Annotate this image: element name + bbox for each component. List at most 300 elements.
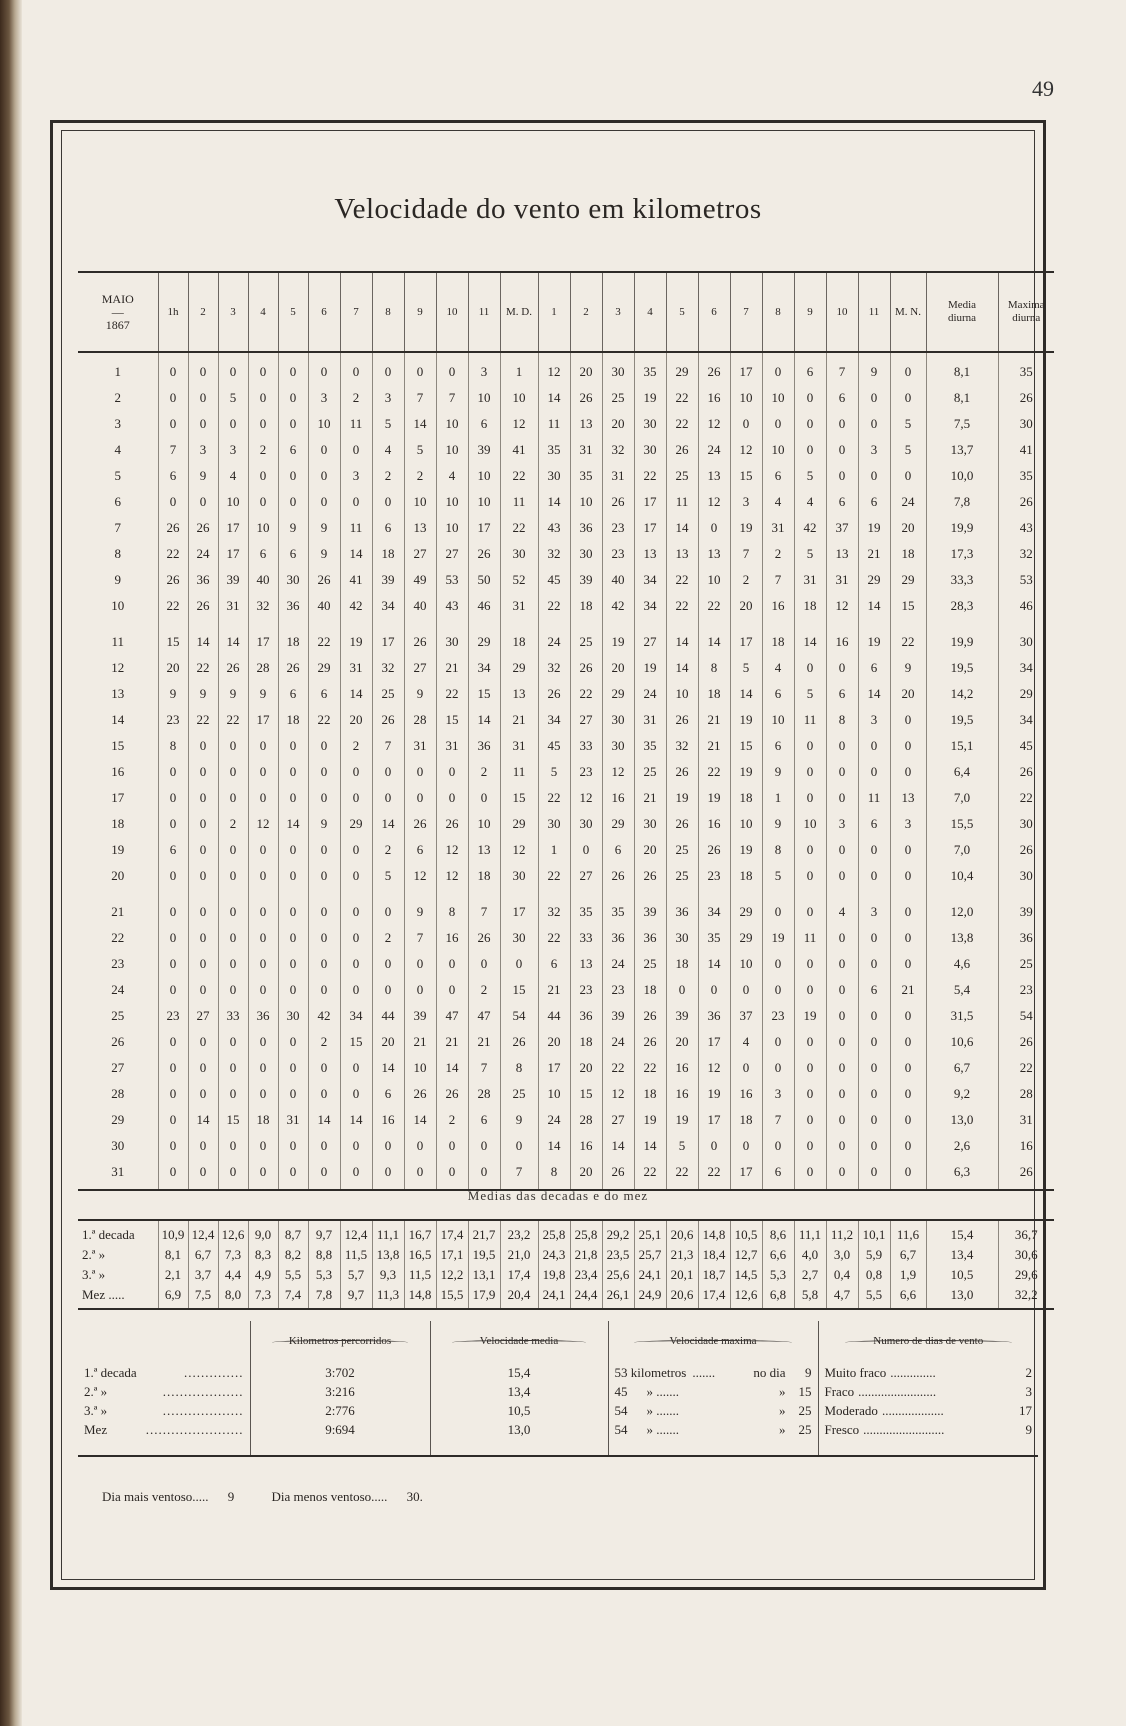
hour-value-cell: 17 xyxy=(634,489,666,515)
numero-dias-list xyxy=(819,1363,1039,1439)
hour-value-cell: 30 xyxy=(602,733,634,759)
hour-value-cell: 27 xyxy=(404,541,436,567)
hour-value-cell: 35 xyxy=(634,352,666,385)
mean-value-cell: 13,8 xyxy=(372,1245,404,1265)
hour-value-cell: 30 xyxy=(634,437,666,463)
hour-value-cell: 0 xyxy=(278,411,308,437)
hour-value-cell: 0 xyxy=(218,411,248,437)
hour-value-cell: 0 xyxy=(278,385,308,411)
hour-value-cell: 0 xyxy=(762,1055,794,1081)
hour-value-cell: 18 xyxy=(634,1081,666,1107)
mean-value-cell: 17,4 xyxy=(698,1285,730,1309)
hour-value-cell: 22 xyxy=(500,463,538,489)
hour-value-cell: 34 xyxy=(340,1003,372,1029)
maxima-diurna-cell: 22 xyxy=(998,1055,1054,1081)
hour-value-cell: 12 xyxy=(500,837,538,863)
mean-value-cell: 20,6 xyxy=(666,1285,698,1309)
hour-value-cell: 2 xyxy=(372,837,404,863)
dia-mais-ventoso-value: 9 xyxy=(227,1489,235,1504)
hour-value-cell: 29 xyxy=(858,567,890,593)
maxima-diurna-cell: 39 xyxy=(998,889,1054,925)
hour-value-cell: 34 xyxy=(698,889,730,925)
hour-value-cell: 0 xyxy=(730,1055,762,1081)
hour-value-cell: 26 xyxy=(634,863,666,889)
hour-value-cell: 2 xyxy=(372,925,404,951)
nd-line xyxy=(819,1363,1039,1382)
md-header: M. D. xyxy=(500,272,538,352)
hour-value-cell: 0 xyxy=(890,352,926,385)
table-row xyxy=(78,977,1054,1003)
hour-value-cell: 18 xyxy=(794,593,826,619)
hour-value-cell: 0 xyxy=(890,1159,926,1190)
hour-value-cell: 0 xyxy=(248,889,278,925)
hour-value-cell: 39 xyxy=(404,1003,436,1029)
mean-value-cell: 16,7 xyxy=(404,1220,436,1245)
hour-value-cell: 0 xyxy=(188,889,218,925)
hour-value-cell: 27 xyxy=(436,541,468,567)
hour-value-cell: 26 xyxy=(666,437,698,463)
hour-value-cell: 16 xyxy=(730,1081,762,1107)
media-diurna-cell: 8,1 xyxy=(926,385,998,411)
hour-value-cell: 27 xyxy=(634,619,666,655)
hour-value-cell: 0 xyxy=(278,1133,308,1159)
hour-value-cell: 14 xyxy=(340,1107,372,1133)
maxima-diurna-cell: 54 xyxy=(998,1003,1054,1029)
hour-value-cell: 0 xyxy=(188,733,218,759)
hour-value-cell: 6 xyxy=(858,977,890,1003)
hour-pm-header: 1 xyxy=(538,272,570,352)
hour-value-cell: 2 xyxy=(340,385,372,411)
mean-value-cell: 19,5 xyxy=(468,1245,500,1265)
day-cell: 28 xyxy=(111,1086,125,1101)
hour-value-cell: 0 xyxy=(278,352,308,385)
hour-value-cell: 0 xyxy=(794,977,826,1003)
hour-value-cell: 0 xyxy=(218,1055,248,1081)
mean-value-cell: 21,8 xyxy=(570,1245,602,1265)
hour-value-cell: 0 xyxy=(762,411,794,437)
mean-value-cell: 14,8 xyxy=(404,1285,436,1309)
day-cell: 18 xyxy=(111,816,125,831)
hour-value-cell: 10 xyxy=(404,489,436,515)
hour-value-cell: 21 xyxy=(538,977,570,1003)
mean-value-cell: 11,2 xyxy=(826,1220,858,1245)
day-cell: 22 xyxy=(111,930,125,945)
hour-value-cell: 2 xyxy=(372,463,404,489)
hour-value-cell: 12 xyxy=(730,437,762,463)
hour-value-cell: 34 xyxy=(468,655,500,681)
hour-value-cell: 35 xyxy=(698,925,730,951)
hour-value-cell: 21 xyxy=(436,655,468,681)
hour-value-cell: 21 xyxy=(468,1029,500,1055)
hour-value-cell: 6 xyxy=(278,541,308,567)
hour-value-cell: 26 xyxy=(634,1003,666,1029)
hour-value-cell: 3 xyxy=(340,463,372,489)
maxima-diurna-cell: 34 xyxy=(998,707,1054,733)
hour-value-cell: 45 xyxy=(538,567,570,593)
hour-value-cell: 0 xyxy=(188,1133,218,1159)
hour-value-cell: 14 xyxy=(404,411,436,437)
hour-value-cell: 0 xyxy=(218,759,248,785)
hour-value-cell: 0 xyxy=(278,1081,308,1107)
hour-value-cell: 19 xyxy=(794,1003,826,1029)
hour-value-cell: 0 xyxy=(500,951,538,977)
hour-value-cell: 39 xyxy=(570,567,602,593)
hour-value-cell: 19 xyxy=(730,707,762,733)
hour-value-cell: 18 xyxy=(278,707,308,733)
hour-value-cell: 0 xyxy=(308,463,340,489)
hour-value-cell: 0 xyxy=(436,1133,468,1159)
hour-value-cell: 0 xyxy=(890,925,926,951)
hour-value-cell: 0 xyxy=(278,759,308,785)
day-cell: 23 xyxy=(111,956,125,971)
hour-value-cell: 25 xyxy=(634,759,666,785)
hour-value-cell: 22 xyxy=(602,1055,634,1081)
hour-value-cell: 2 xyxy=(404,463,436,489)
hour-value-cell: 6 xyxy=(762,681,794,707)
hour-am-header: 10 xyxy=(436,272,468,352)
hour-value-cell: 23 xyxy=(570,977,602,1003)
hour-value-cell: 42 xyxy=(308,1003,340,1029)
hour-value-cell: 0 xyxy=(248,411,278,437)
maxima-diurna-cell: 16 xyxy=(998,1133,1054,1159)
mean-value-cell: 21,7 xyxy=(468,1220,500,1245)
hour-am-header: 11 xyxy=(468,272,500,352)
hour-value-cell: 0 xyxy=(278,837,308,863)
day-cell: 26 xyxy=(111,1034,125,1049)
hour-value-cell: 16 xyxy=(372,1107,404,1133)
hour-value-cell: 0 xyxy=(248,1159,278,1190)
means-table xyxy=(78,1219,1054,1310)
hour-value-cell: 7 xyxy=(372,733,404,759)
mean-value-cell: 17,9 xyxy=(468,1285,500,1309)
hour-value-cell: 0 xyxy=(826,411,858,437)
hour-value-cell: 22 xyxy=(538,785,570,811)
hour-value-cell: 20 xyxy=(890,681,926,707)
hour-value-cell: 6 xyxy=(762,463,794,489)
vmax-line xyxy=(609,1382,818,1401)
media-diurna-cell: 14,2 xyxy=(926,681,998,707)
hour-value-cell: 22 xyxy=(698,593,730,619)
hour-value-cell: 11 xyxy=(794,707,826,733)
hour-value-cell: 14 xyxy=(666,655,698,681)
hour-value-cell: 6 xyxy=(468,411,500,437)
hour-value-cell: 7 xyxy=(404,925,436,951)
day-cell: 8 xyxy=(114,546,121,561)
hour-pm-header: 9 xyxy=(794,272,826,352)
hour-value-cell: 27 xyxy=(570,863,602,889)
hour-value-cell: 26 xyxy=(500,1029,538,1055)
hour-value-cell: 0 xyxy=(858,951,890,977)
nd-line xyxy=(819,1420,1039,1439)
maxima-diurna-cell: 22 xyxy=(998,785,1054,811)
hour-value-cell: 26 xyxy=(468,541,500,567)
hour-value-cell: 30 xyxy=(634,411,666,437)
hour-value-cell: 0 xyxy=(826,1107,858,1133)
mean-value-cell: 10,1 xyxy=(858,1220,890,1245)
hour-value-cell: 25 xyxy=(666,837,698,863)
hour-value-cell: 14 xyxy=(468,707,500,733)
hour-value-cell: 12 xyxy=(698,1055,730,1081)
hour-value-cell: 30 xyxy=(538,811,570,837)
hour-value-cell: 44 xyxy=(372,1003,404,1029)
hour-pm-header: 10 xyxy=(826,272,858,352)
hour-value-cell: 11 xyxy=(500,759,538,785)
hour-value-cell: 0 xyxy=(158,411,188,437)
hour-value-cell: 26 xyxy=(634,1029,666,1055)
hour-value-cell: 21 xyxy=(634,785,666,811)
vmax-day: 25 xyxy=(798,1403,812,1418)
hour-value-cell: 9 xyxy=(188,463,218,489)
hour-value-cell: 12 xyxy=(826,593,858,619)
table-row xyxy=(78,411,1054,437)
vmax-day: 9 xyxy=(805,1365,812,1380)
hour-value-cell: 31 xyxy=(602,463,634,489)
hour-value-cell: 7 xyxy=(826,352,858,385)
vmax-dia: no dia xyxy=(753,1365,786,1380)
hour-value-cell: 24 xyxy=(698,437,730,463)
hour-value-cell: 27 xyxy=(404,655,436,681)
nd-count: 17 xyxy=(1019,1403,1032,1418)
hour-value-cell: 0 xyxy=(436,352,468,385)
hour-value-cell: 0 xyxy=(858,1003,890,1029)
table-row xyxy=(78,515,1054,541)
hour-value-cell: 26 xyxy=(218,655,248,681)
hour-value-cell: 3 xyxy=(372,385,404,411)
hour-value-cell: 0 xyxy=(826,437,858,463)
km-percorridos-cell xyxy=(250,1321,430,1456)
hour-value-cell: 9 xyxy=(278,515,308,541)
hour-value-cell: 0 xyxy=(248,925,278,951)
hour-value-cell: 21 xyxy=(436,1029,468,1055)
hour-value-cell: 16 xyxy=(570,1133,602,1159)
hour-value-cell: 31 xyxy=(500,733,538,759)
hour-value-cell: 36 xyxy=(278,593,308,619)
hour-pm-header: 11 xyxy=(858,272,890,352)
hour-value-cell: 6 xyxy=(762,1159,794,1190)
mean-media-cell: 15,4 xyxy=(926,1220,998,1245)
mean-value-cell: 16,5 xyxy=(404,1245,436,1265)
hour-value-cell: 34 xyxy=(634,567,666,593)
media-diurna-cell: 19,5 xyxy=(926,655,998,681)
hour-value-cell: 0 xyxy=(188,837,218,863)
table-row xyxy=(78,811,1054,837)
hour-value-cell: 20 xyxy=(602,655,634,681)
mean-value-cell: 2,1 xyxy=(158,1265,188,1285)
hour-am-header: 7 xyxy=(340,272,372,352)
hour-value-cell: 39 xyxy=(218,567,248,593)
hour-value-cell: 0 xyxy=(340,925,372,951)
hour-value-cell: 13 xyxy=(634,541,666,567)
nd-dots: .............. xyxy=(890,1365,936,1380)
nd-label: Moderado xyxy=(824,1403,878,1418)
hour-value-cell: 0 xyxy=(404,785,436,811)
hour-value-cell: 10 xyxy=(436,437,468,463)
mean-value-cell: 7,5 xyxy=(188,1285,218,1309)
mean-value-cell: 3,7 xyxy=(188,1265,218,1285)
velocidade-maxima-header: Velocidade maxima xyxy=(609,1321,818,1345)
hour-value-cell: 18 xyxy=(730,863,762,889)
hour-value-cell: 26 xyxy=(570,655,602,681)
hour-value-cell: 0 xyxy=(308,977,340,1003)
hour-value-cell: 30 xyxy=(538,463,570,489)
hour-value-cell: 0 xyxy=(158,759,188,785)
hour-value-cell: 46 xyxy=(468,593,500,619)
hour-value-cell: 26 xyxy=(698,837,730,863)
mean-value-cell: 8,8 xyxy=(308,1245,340,1265)
hour-value-cell: 13 xyxy=(468,837,500,863)
table-row xyxy=(78,1055,1054,1081)
table-row xyxy=(78,619,1054,655)
hour-pm-header: 4 xyxy=(634,272,666,352)
hour-value-cell: 12 xyxy=(436,837,468,863)
hour-am-header: 9 xyxy=(404,272,436,352)
hour-value-cell: 0 xyxy=(826,1029,858,1055)
hour-value-cell: 0 xyxy=(372,1133,404,1159)
maxima-diurna-cell: 30 xyxy=(998,811,1054,837)
hour-value-cell: 31 xyxy=(570,437,602,463)
maxima-diurna-cell: 32 xyxy=(998,541,1054,567)
hour-value-cell: 16 xyxy=(762,593,794,619)
hour-value-cell: 0 xyxy=(308,889,340,925)
mean-value-cell: 4,7 xyxy=(826,1285,858,1309)
maxima-diurna-cell: 35 xyxy=(998,352,1054,385)
hour-value-cell: 25 xyxy=(570,619,602,655)
hour-value-cell: 10 xyxy=(762,385,794,411)
hour-pm-header: 6 xyxy=(698,272,730,352)
hour-value-cell: 2 xyxy=(248,437,278,463)
hour-value-cell: 22 xyxy=(634,1055,666,1081)
hour-value-cell: 0 xyxy=(278,863,308,889)
hour-am-header: 8 xyxy=(372,272,404,352)
hour-value-cell: 20 xyxy=(538,1029,570,1055)
hour-value-cell: 14 xyxy=(858,681,890,707)
hour-value-cell: 4 xyxy=(372,437,404,463)
velocidade-maxima-cell xyxy=(608,1321,818,1456)
hour-value-cell: 0 xyxy=(436,951,468,977)
mean-value-cell: 6,9 xyxy=(158,1285,188,1309)
hour-value-cell: 35 xyxy=(570,463,602,489)
header-row xyxy=(78,272,1054,352)
table-row xyxy=(78,655,1054,681)
hour-value-cell: 4 xyxy=(218,463,248,489)
dia-menos-ventoso-value: 30. xyxy=(406,1489,423,1504)
mean-value-cell: 8,6 xyxy=(762,1220,794,1245)
table-row xyxy=(78,385,1054,411)
hour-value-cell: 18 xyxy=(468,863,500,889)
hour-value-cell: 19 xyxy=(666,785,698,811)
media-diurna-cell: 13,8 xyxy=(926,925,998,951)
means-label-cell: 3.ª » xyxy=(82,1267,106,1282)
hour-value-cell: 0 xyxy=(858,1133,890,1159)
table-row xyxy=(78,1133,1054,1159)
hour-value-cell: 15 xyxy=(158,619,188,655)
hour-value-cell: 4 xyxy=(762,489,794,515)
hour-value-cell: 19 xyxy=(730,837,762,863)
hour-value-cell: 0 xyxy=(404,977,436,1003)
hour-value-cell: 16 xyxy=(436,925,468,951)
hour-value-cell: 14 xyxy=(188,619,218,655)
hour-value-cell: 21 xyxy=(890,977,926,1003)
mean-media-cell: 10,5 xyxy=(926,1265,998,1285)
media-diurna-cell: 7,5 xyxy=(926,411,998,437)
hour-value-cell: 17 xyxy=(634,515,666,541)
hour-value-cell: 18 xyxy=(248,1107,278,1133)
hour-value-cell: 0 xyxy=(890,707,926,733)
hour-value-cell: 0 xyxy=(826,925,858,951)
mean-value-cell: 6,8 xyxy=(762,1285,794,1309)
maxima-diurna-line: diurna xyxy=(1012,312,1041,324)
hour-value-cell: 28 xyxy=(248,655,278,681)
hour-value-cell: 35 xyxy=(602,889,634,925)
hour-value-cell: 10 xyxy=(468,489,500,515)
hour-value-cell: 14 xyxy=(858,593,890,619)
hour-value-cell: 22 xyxy=(308,707,340,733)
day-cell: 14 xyxy=(111,712,125,727)
hour-value-cell: 0 xyxy=(158,489,188,515)
mean-max-cell: 32,2 xyxy=(998,1285,1054,1309)
hour-value-cell: 22 xyxy=(698,1159,730,1190)
hour-value-cell: 22 xyxy=(188,707,218,733)
hour-value-cell: 0 xyxy=(218,951,248,977)
day-cell: 12 xyxy=(111,660,125,675)
hour-value-cell: 0 xyxy=(404,951,436,977)
hour-value-cell: 14 xyxy=(308,1107,340,1133)
hour-value-cell: 50 xyxy=(468,567,500,593)
hour-value-cell: 8 xyxy=(158,733,188,759)
mean-value-cell: 0,8 xyxy=(858,1265,890,1285)
vmax-value: 53 kilometros xyxy=(614,1365,687,1380)
table-row xyxy=(78,437,1054,463)
month-label: MAIO xyxy=(101,291,134,306)
table-row xyxy=(78,352,1054,385)
hour-value-cell: 24 xyxy=(890,489,926,515)
hour-value-cell: 0 xyxy=(890,1003,926,1029)
hour-value-cell: 34 xyxy=(372,593,404,619)
hour-value-cell: 0 xyxy=(890,951,926,977)
hour-value-cell: 24 xyxy=(602,951,634,977)
hour-value-cell: 4 xyxy=(436,463,468,489)
hour-value-cell: 24 xyxy=(634,681,666,707)
hour-value-cell: 14 xyxy=(666,619,698,655)
hour-value-cell: 15 xyxy=(500,977,538,1003)
hour-value-cell: 0 xyxy=(340,489,372,515)
hour-value-cell: 0 xyxy=(858,1055,890,1081)
hour-value-cell: 7 xyxy=(468,889,500,925)
hour-value-cell: 0 xyxy=(278,1055,308,1081)
hour-value-cell: 17 xyxy=(372,619,404,655)
hour-value-cell: 0 xyxy=(890,1055,926,1081)
hour-value-cell: 42 xyxy=(602,593,634,619)
maxima-diurna-cell: 26 xyxy=(998,1159,1054,1190)
hour-value-cell: 29 xyxy=(602,681,634,707)
hour-value-cell: 27 xyxy=(570,707,602,733)
hour-value-cell: 0 xyxy=(794,1159,826,1190)
mean-value-cell: 5,7 xyxy=(340,1265,372,1285)
day-cell: 24 xyxy=(111,982,125,997)
hour-value-cell: 30 xyxy=(278,1003,308,1029)
hour-am-header: 5 xyxy=(278,272,308,352)
media-diurna-cell: 10,6 xyxy=(926,1029,998,1055)
mean-value-cell: 24,4 xyxy=(570,1285,602,1309)
hour-value-cell: 0 xyxy=(158,352,188,385)
hour-value-cell: 17 xyxy=(248,707,278,733)
mean-value-cell: 20,4 xyxy=(500,1285,538,1309)
summary-label-2: 2.ª » ................... xyxy=(84,1384,244,1399)
hour-value-cell: 0 xyxy=(858,1107,890,1133)
hour-value-cell: 22 xyxy=(500,515,538,541)
hour-value-cell: 31 xyxy=(436,733,468,759)
hour-value-cell: 42 xyxy=(340,593,372,619)
